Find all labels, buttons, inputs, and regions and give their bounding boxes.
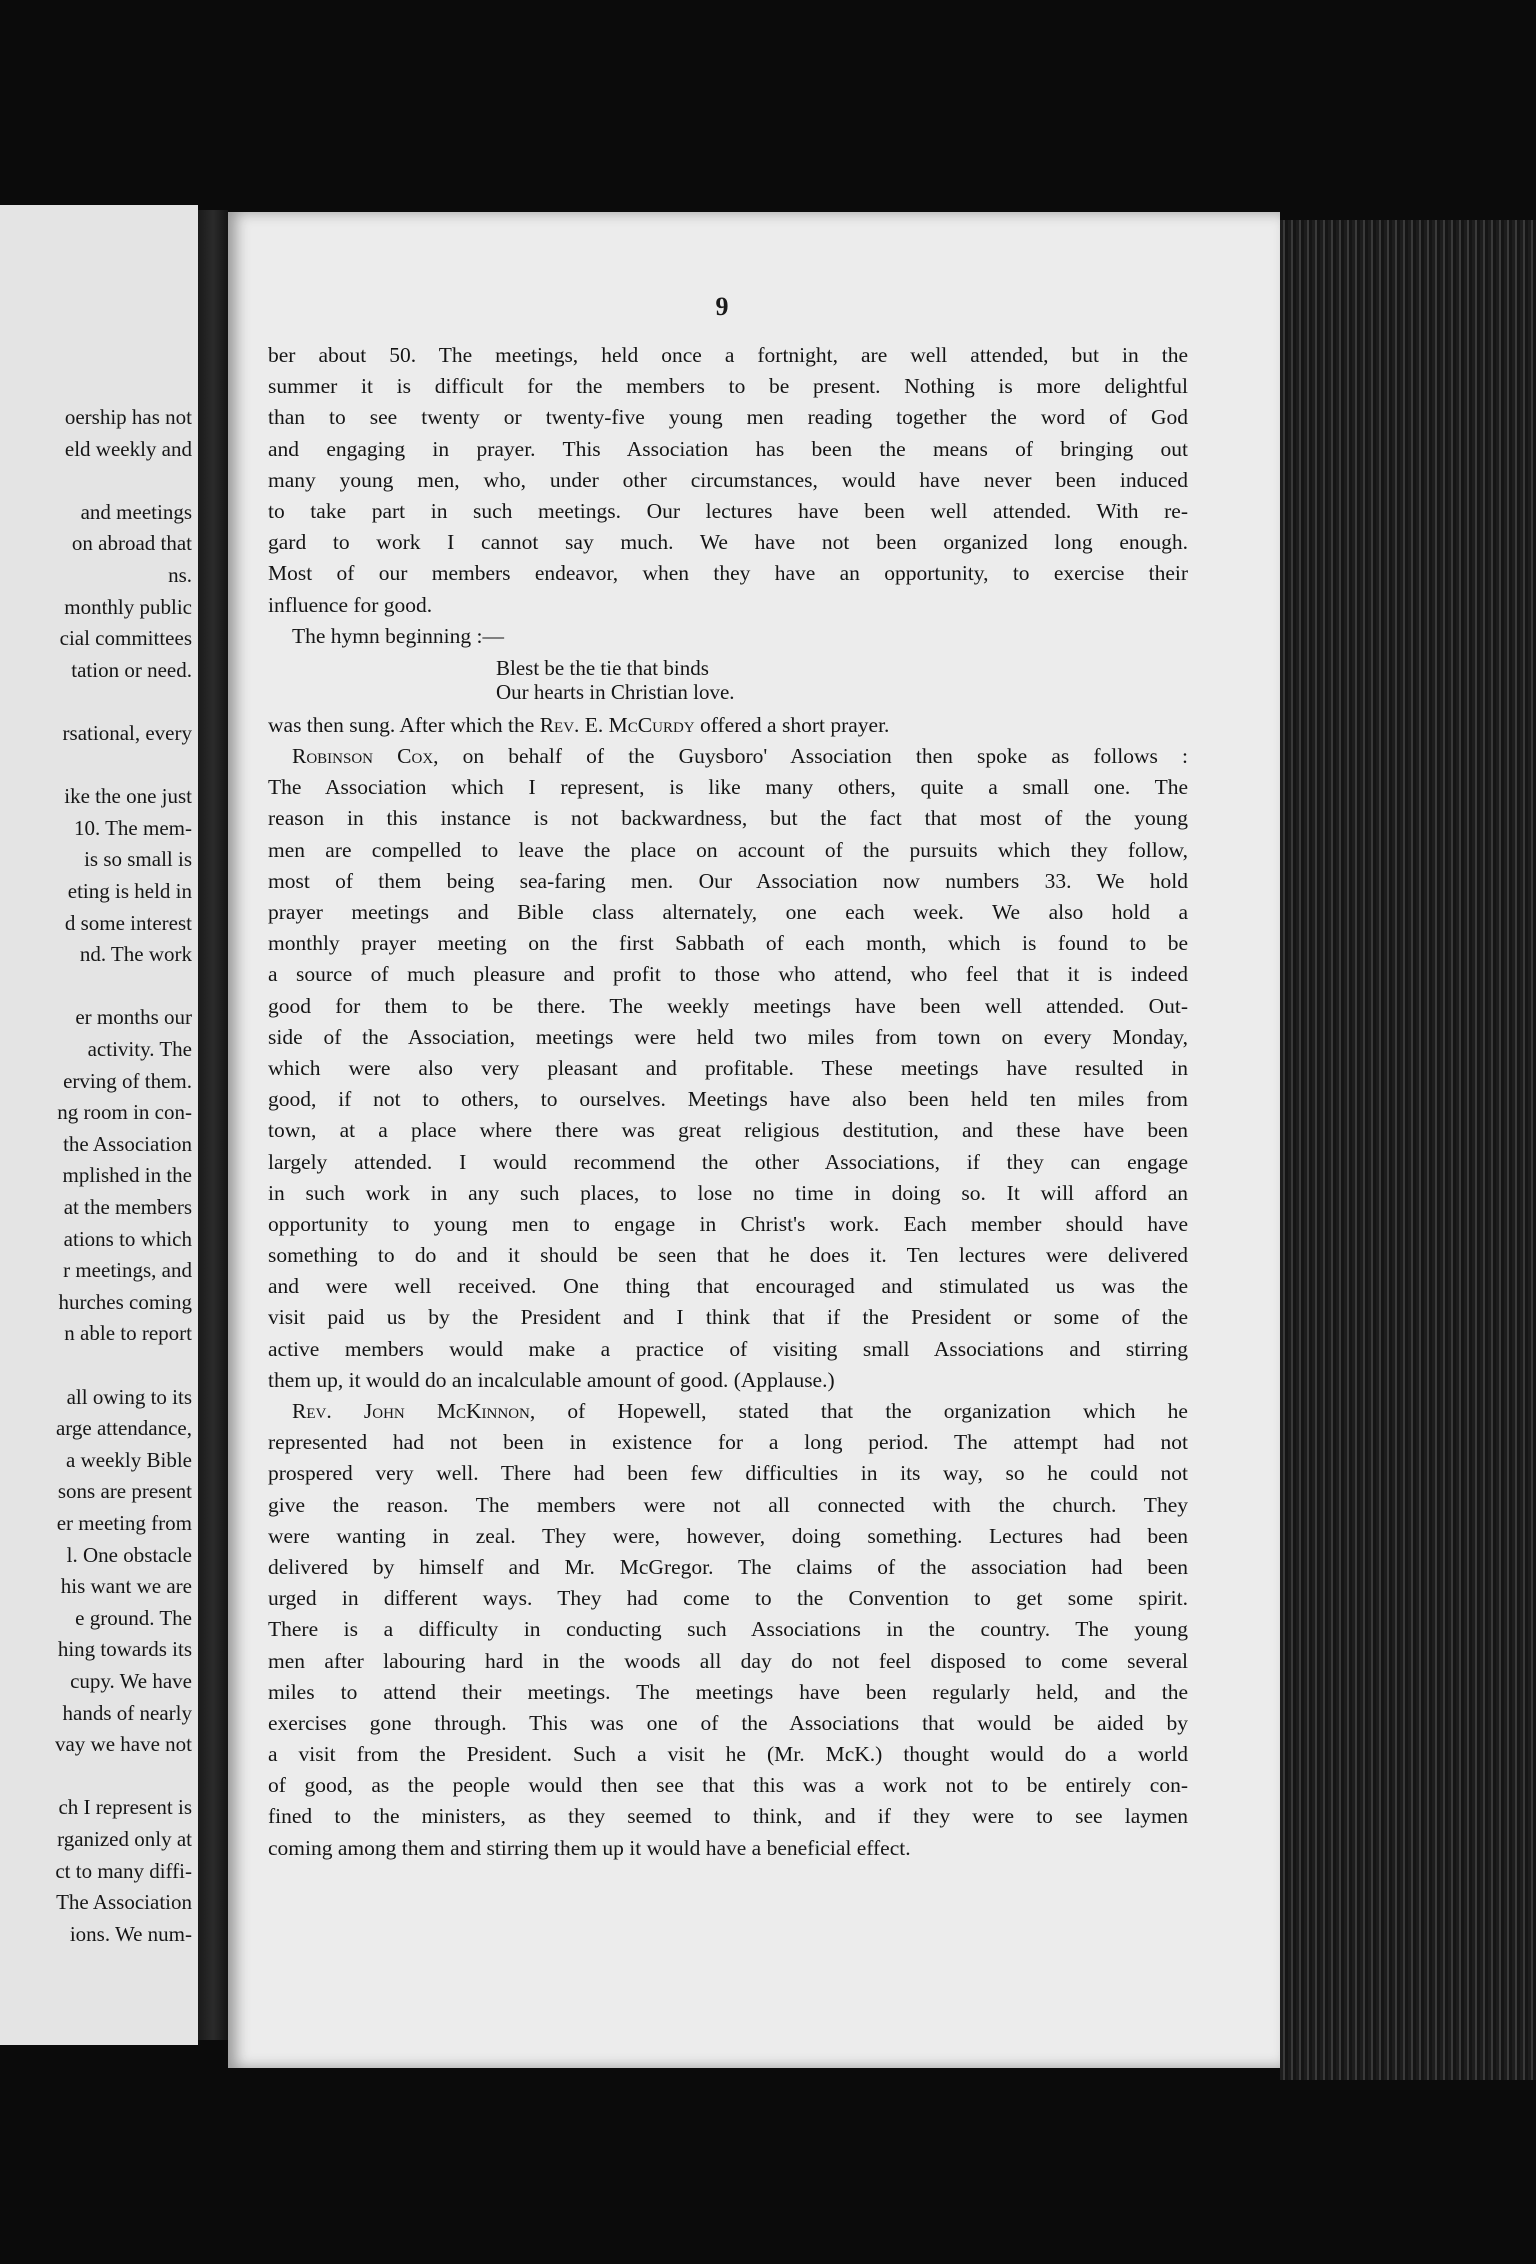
left-page-line: er meeting from	[56, 1511, 192, 1535]
left-page-line: The Association	[56, 1890, 192, 1915]
text-line: summer it is difficult for the members to be present. Nothing is more delightful	[268, 374, 1188, 399]
left-page-line: arge attendance,	[55, 1416, 192, 1441]
text-line: a source of much pleasure and profit to those who attend, who feel that it is indeed	[268, 962, 1188, 987]
text-line: which were also very pleasant and profitable. These meetings have resulted in	[268, 1055, 1188, 1080]
text-line: than to see twenty or twenty-five young men reading together the word of God	[268, 405, 1188, 430]
left-page-line: on abroad that	[71, 531, 192, 556]
text-line: and engaging in prayer. This Association has been the means of bringing out	[268, 436, 1188, 461]
text-line: them up, it would do an incalculable amount of good. (Applause.)	[268, 1367, 835, 1392]
left-page-line: a weekly Bible	[66, 1447, 192, 1472]
page-body	[268, 340, 1188, 1864]
text-line: largely attended. I would recommend the other Associations, if they can engage	[268, 1149, 1188, 1174]
text-line: prayer meetings and Bible class alternately, one each week. We also hold a	[268, 900, 1188, 924]
text-line: many young men, who, under other circumstances, would have never been induced	[268, 467, 1188, 492]
text-line: represented had not been in existence for a long period. The attempt had not	[268, 1430, 1188, 1455]
left-page-line: eld weekly and	[64, 436, 192, 461]
text-line: miles to attend their meetings. The meetings have been regularly held, and the	[268, 1679, 1188, 1704]
text-line: men after labouring hard in the woods all day do not feel disposed to come several	[268, 1648, 1188, 1673]
text-line: in such work in any such places, to lose no time in doing so. It will afford an	[268, 1180, 1188, 1205]
left-page-line: ations to which	[63, 1226, 192, 1251]
facing-left-page	[0, 205, 198, 2045]
paragraph-john-mckinnon	[268, 1396, 1188, 1864]
text-line: side of the Association, meetings were held two miles from town on every Monday,	[268, 1024, 1188, 1049]
left-page-line: ike the one just	[64, 784, 192, 809]
text-line: urged in different ways. They had come to the Convention to get some spirit.	[268, 1586, 1188, 1611]
left-page-line: r meetings, and	[63, 1258, 192, 1283]
text-line: visit paid us by the President and I think that if the President or some of the	[268, 1305, 1188, 1330]
left-page-line: ng room in con-	[57, 1100, 192, 1125]
text-line: men are compelled to leave the place on account of the pursuits which they follow,	[268, 837, 1188, 862]
paragraph-robinson-cox	[268, 741, 1188, 1396]
left-page-line: his want we are	[60, 1574, 192, 1599]
left-page-line: rganized only at	[57, 1827, 192, 1851]
text-line: prospered very well. There had been few difficulties in its way, so he could not	[268, 1461, 1188, 1486]
text-line: town, at a place where there was great religious destitution, and these have been	[268, 1118, 1188, 1143]
left-page-line: d some interest	[64, 910, 192, 935]
text-line: monthly prayer meeting on the first Sabbath of each month, which is found to be	[268, 931, 1188, 956]
text-fragment: , of Hopewell, stated that the organization which he	[529, 1399, 1188, 1423]
left-page-line: eting is held in	[67, 879, 192, 903]
left-page-line: activity. The	[87, 1037, 192, 1061]
left-page-line: 10. The mem-	[73, 815, 192, 840]
minister-name: Rev. E. McCurdy	[539, 712, 695, 737]
left-page-line: cial committees	[59, 626, 192, 651]
text-line: The Association which I represent, is like many others, quite a small one. The	[268, 775, 1188, 800]
speaker-name: Rev. John McKinnon	[292, 1399, 530, 1423]
text-line: ber about 50. The meetings, held once a fortnight, are well attended, but in the	[268, 343, 1188, 367]
left-page-line: ns.	[168, 563, 192, 587]
text-line: coming among them and stirring them up it would have a beneficial effect.	[268, 1835, 911, 1860]
text-line: good for them to be there. The weekly meetings have been well attended. Out-	[268, 993, 1188, 1018]
left-page-line: hurches coming	[58, 1289, 192, 1314]
left-page-line: cupy. We have	[70, 1669, 192, 1693]
text-line: to take part in such meetings. Our lectures have been well attended. With re-	[268, 498, 1188, 523]
left-page-line: nd. The work	[79, 942, 192, 967]
text-line: Most of our members endeavor, when they have an opportunity, to exercise their	[268, 561, 1188, 586]
left-page-line: the Association	[63, 1131, 192, 1156]
text-line: reason in this instance is not backwardness, but the fact that most of the young	[268, 806, 1188, 831]
text-line: influence for good.	[268, 592, 433, 617]
left-page-line: tation or need.	[71, 657, 192, 682]
text-line: were wanting in zeal. They were, however, doing something. Lectures had been	[268, 1523, 1188, 1548]
text-line: most of them being sea-faring men. Our Association now numbers 33. We hold	[268, 868, 1188, 893]
text-line: delivered by himself and Mr. McGregor. The claims of the association had been	[268, 1554, 1188, 1579]
book-page-edges	[1280, 220, 1536, 2080]
text-line: fined to the ministers, as they seemed to think, and if they were to see laymen	[268, 1804, 1188, 1829]
text-line: something to do and it should be seen that he does it. Ten lectures were delivered	[268, 1243, 1188, 1268]
verse-line: Blest be the tie that binds	[496, 655, 709, 680]
left-page-line: at the members	[63, 1195, 192, 1219]
left-page-line: sons are present	[57, 1479, 192, 1504]
text-line: of good, as the people would then see that this was a work not to be entirely con-	[268, 1773, 1188, 1798]
left-page-line: ch I represent is	[58, 1795, 192, 1820]
hymn-verse	[268, 652, 1188, 710]
text-line: give the reason. The members were not all connected with the church. They	[268, 1492, 1188, 1517]
book-gutter	[198, 210, 228, 2040]
left-page-line: n able to report	[64, 1321, 192, 1346]
left-page-line: l. One obstacle	[66, 1542, 192, 1567]
text-line: active members would make a practice of visiting small Associations and stirring	[268, 1336, 1188, 1361]
text-line: exercises gone through. This was one of the Associations that would be aided by	[268, 1710, 1188, 1735]
text-line	[268, 1396, 1188, 1427]
paragraph-association-report	[268, 340, 1188, 621]
left-page-line: vay we have not	[54, 1732, 192, 1757]
left-page-line: rsational, every	[62, 721, 192, 745]
left-page-line: hands of nearly	[62, 1700, 192, 1725]
left-page-line: oership has not	[64, 405, 192, 429]
text-line	[268, 741, 1188, 772]
left-page-line: ions. We num-	[69, 1921, 192, 1946]
speaker-name: Robinson Cox	[292, 744, 434, 769]
verse-line: Our hearts in Christian love.	[496, 679, 735, 704]
left-page-line: hing towards its	[57, 1637, 192, 1662]
left-page-line: e ground. The	[75, 1605, 192, 1630]
page-number: 9	[715, 292, 729, 321]
text-line: a visit from the President. Such a visit he (Mr. McK.) thought would do a world	[268, 1742, 1188, 1767]
left-page-line: mplished in the	[62, 1163, 192, 1188]
hymn-intro: The hymn beginning :—	[292, 623, 504, 648]
text-line: good, if not to others, to ourselves. Meetings have also been held ten miles from	[268, 1087, 1188, 1112]
left-page-line: erving of them.	[63, 1068, 192, 1093]
left-page-line: is so small is	[84, 847, 192, 872]
left-page-line: er months our	[75, 1005, 192, 1030]
text-line: and were well received. One thing that encouraged and stimulated us was the	[268, 1274, 1188, 1299]
left-page-line: ct to many diffi-	[55, 1858, 192, 1883]
after-hymn-line: was then sung. After which the Rev. E. McCurdy offered a short prayer.	[268, 712, 890, 737]
left-page-line: all owing to its	[66, 1384, 192, 1409]
text-line: There is a difficulty in conducting such Associations in the country. The young	[268, 1617, 1188, 1642]
left-page-line: and meetings	[80, 499, 192, 524]
right-page	[228, 212, 1280, 2068]
text-line: gard to work I cannot say much. We have not been organized long enough.	[268, 530, 1188, 555]
text-line: opportunity to young men to engage in Christ's work. Each member should have	[268, 1211, 1188, 1236]
text-fragment: , on behalf of the Guysboro' Association then spoke as follows :	[433, 744, 1188, 769]
left-page-line: monthly public	[64, 594, 192, 619]
